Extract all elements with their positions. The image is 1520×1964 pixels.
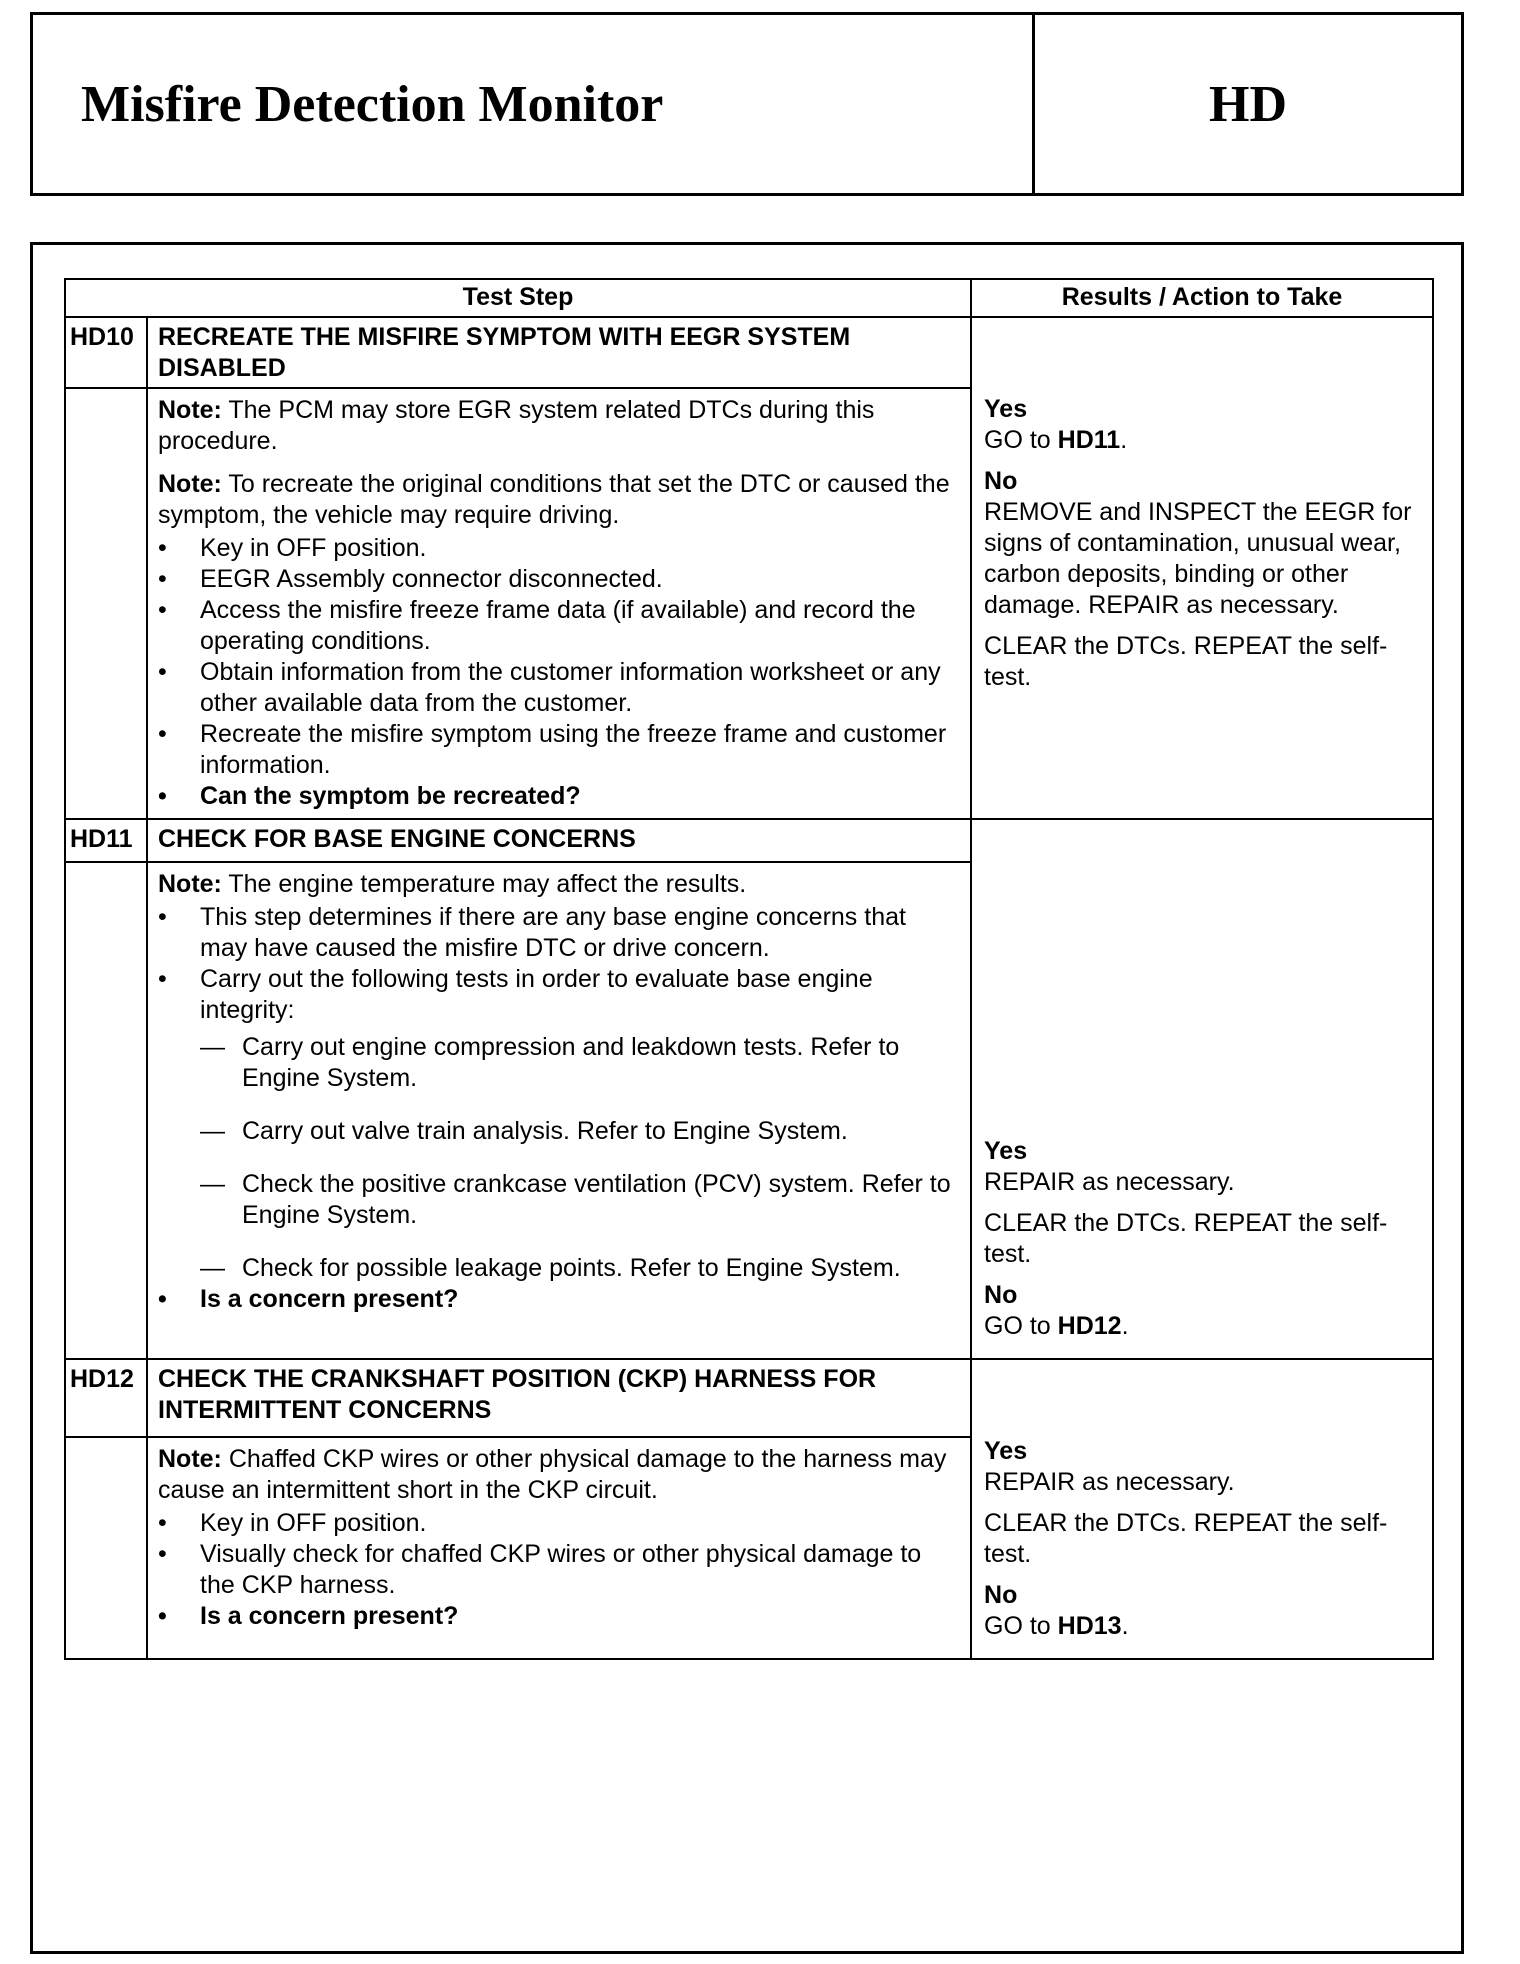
step-code: HD11 [65, 819, 147, 862]
table-header-row [65, 279, 1433, 317]
step-title: RECREATE THE MISFIRE SYMPTOM WITH EEGR SYSTEM DISABLED [147, 317, 971, 388]
step-hd11-title-row [65, 819, 1433, 862]
list-item: • Obtain information from the customer information worksheet or any other available data from the customer. [158, 657, 960, 719]
note: Note: The engine temperature may affect the results. [158, 870, 747, 899]
section-code: HD [1209, 75, 1287, 133]
result-yes: Yes REPAIR as necessary. CLEAR the DTCs. REPEAT the self-test. [984, 1437, 1388, 1568]
step-hd10-result [971, 317, 1433, 819]
note: Note: Chaffed CKP wires or other physical damage to the harness may cause an intermittent short in the CKP circuit. [158, 1445, 947, 1505]
step-hd12-result [971, 1359, 1433, 1659]
step-hd12-body [147, 1437, 971, 1659]
result-no: No REMOVE and INSPECT the EEGR for signs of contamination, unusual wear, carbon deposits, binding or other damage. REPAIR as necessary. CLEAR the DTCs. REPEAT the self-test. [984, 467, 1412, 691]
list-item: • Access the misfire freeze frame data (if available) and record the operating conditions. [158, 595, 960, 657]
result-no: No GO to HD13. [984, 1581, 1129, 1640]
list-item: • Recreate the misfire symptom using the freeze frame and customer information. [158, 719, 960, 781]
sub-list-item: — Check for possible leakage points. Refer to Engine System. [158, 1253, 960, 1284]
list-item: • This step determines if there are any base engine concerns that may have caused the misfire DTC or drive concern. [158, 902, 960, 964]
list-item: • Visually check for chaffed CKP wires or other physical damage to the CKP harness. [158, 1539, 960, 1601]
goto-link-hd13[interactable]: HD13 [1057, 1612, 1122, 1640]
result-yes: Yes REPAIR as necessary. CLEAR the DTCs. REPEAT the self-test. [984, 1137, 1388, 1268]
step-title: CHECK THE CRANKSHAFT POSITION (CKP) HARNESS FOR INTERMITTENT CONCERNS [147, 1359, 971, 1437]
sub-list-item: — Carry out engine compression and leakdown tests. Refer to Engine System. [158, 1032, 960, 1094]
result-yes: Yes GO to HD11. [984, 395, 1128, 454]
note: Note: To recreate the original conditions that set the DTC or caused the symptom, the vehicle may require driving. [158, 470, 950, 529]
step-hd11-body [147, 862, 971, 1359]
step-question: • Is a concern present? [158, 1284, 960, 1315]
list-item: • Key in OFF position. [158, 533, 960, 564]
list-item: • Key in OFF position. [158, 1508, 960, 1539]
step-hd10-title-row [65, 317, 1433, 388]
step-code: HD12 [65, 1359, 147, 1437]
step-question: • Can the symptom be recreated? [158, 781, 960, 812]
note: Note: The PCM may store EGR system related DTCs during this procedure. [158, 396, 875, 455]
goto-link-hd12[interactable]: HD12 [1057, 1312, 1122, 1340]
sub-list-item: — Carry out valve train analysis. Refer to Engine System. [158, 1116, 960, 1147]
step-hd12-title-row [65, 1359, 1433, 1437]
sub-list-item: — Check the positive crankcase ventilation (PCV) system. Refer to Engine System. [158, 1169, 960, 1231]
list-item: • Carry out the following tests in order to evaluate base engine integrity: [158, 964, 960, 1026]
list-item: • EEGR Assembly connector disconnected. [158, 564, 960, 595]
goto-link-hd11[interactable]: HD11 [1057, 426, 1121, 454]
step-hd11-result [971, 819, 1433, 1359]
result-no: No GO to HD12. [984, 1281, 1129, 1340]
step-title: CHECK FOR BASE ENGINE CONCERNS [147, 819, 971, 862]
column-header-test-step: Test Step [65, 279, 971, 317]
step-code: HD10 [65, 317, 147, 388]
step-hd10-body [147, 388, 971, 819]
test-step-table [64, 278, 1434, 1660]
page-title: Misfire Detection Monitor [33, 15, 1035, 193]
page-header [30, 12, 1464, 196]
column-header-results: Results / Action to Take [971, 279, 1433, 317]
step-question: • Is a concern present? [158, 1601, 960, 1632]
